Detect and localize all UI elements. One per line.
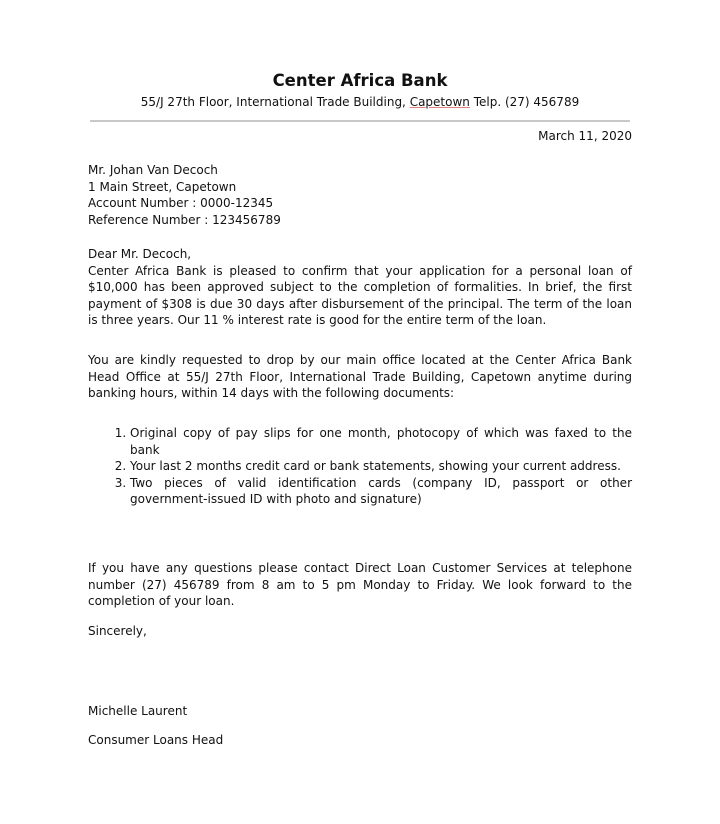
list-item: 2. Your last 2 months credit card or bank statements, showing your current address. (130, 458, 632, 475)
account-number: Account Number : 0000-12345 (88, 196, 274, 210)
reference-number: Reference Number : 123456789 (88, 212, 281, 227)
paragraph-approval: Center Africa Bank is pleased to confirm that your application for a personal loan of $10,000 has been approved subject to the completion of formalities. In brief, the first payment of $308 is due 30 days after disbursement of the principal. The term of the loan is three years. Our 11 % interest rate is good for the entire term of the loan. (88, 263, 632, 327)
recipient-block (88, 162, 632, 228)
documents-list (88, 425, 632, 508)
paragraph-visit: You are kindly requested to drop by our main office located at the Center Africa Bank Head Office at 55/J 27th Floor, International Trade Building, Capetown anytime during banking hours, within 14 days with the following documents: (88, 353, 632, 400)
paragraph-contact: If you have any questions please contact Direct Loan Customer Services at telephone number (27) 456789 from 8 am to 5 pm Monday to Friday. We look forward to the completion of your loan. (88, 561, 632, 608)
address-city: Capetown (409, 95, 470, 109)
list-item: 1. Original copy of pay slips for one month, photocopy of which was faxed to the bank (130, 425, 632, 458)
address-phone: Telp. (27) 456789 (469, 95, 580, 109)
salutation: Dear Mr. Decoch, (88, 247, 192, 261)
bank-name: Center Africa Bank (272, 71, 448, 90)
header-divider (90, 120, 630, 122)
bank-address (0, 94, 720, 111)
opening-block (88, 246, 632, 329)
address-text: 55/J 27th Floor, International Trade Building, (140, 95, 410, 109)
letter-date: March 11, 2020 (538, 129, 632, 143)
signer-title: Consumer Loans Head (88, 733, 224, 747)
recipient-street: 1 Main Street, Capetown (88, 179, 237, 194)
signer-name: Michelle Laurent (88, 704, 188, 718)
list-item: 3. Two pieces of valid identification cards (company ID, passport or other government-issued ID with photo and signature) (130, 475, 632, 508)
recipient-name: Mr. Johan Van Decoch (88, 163, 218, 177)
closing: Sincerely, (88, 624, 147, 638)
